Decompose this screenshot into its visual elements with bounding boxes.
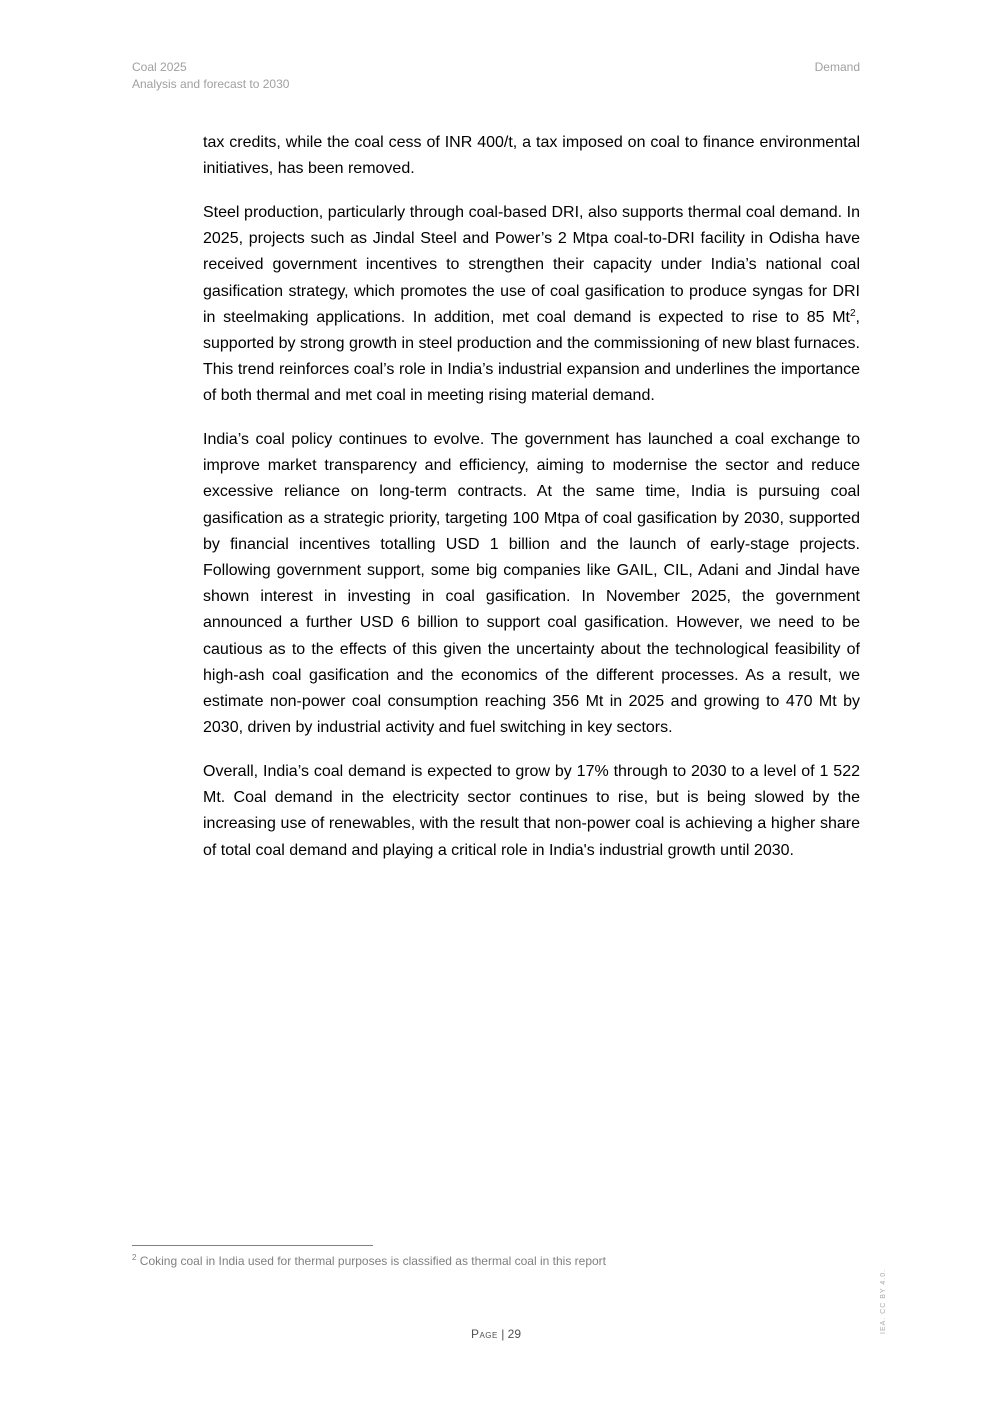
- paragraph-text: Steel production, particularly through coal-based DRI, also supports thermal coal demand. In 2025, projects such as Jindal Steel and Power’s 2 Mtpa coal-to-DRI facility in Odisha have received government incentives to strengthen their capacity under India’s national coal gasification strategy, which promotes the use of coal gasification to produce syngas for DRI in steelmaking applications. In addition, met coal demand is expected to rise to 85 Mt: [203, 203, 860, 326]
- paragraph: tax credits, while the coal cess of INR 400/t, a tax imposed on coal to finance environmental initiatives, has been removed.: [203, 134, 860, 178]
- footnote-number: 2: [132, 1253, 137, 1262]
- paragraph-text: , supported by strong growth in steel production and the commissioning of new blast furnaces. This trend reinforces coal’s role in India’s industrial expansion and underlines the importance of both thermal and met coal in meeting rising material demand.: [203, 308, 860, 405]
- section-title: Demand: [814, 60, 860, 74]
- footnote: [132, 1253, 606, 1269]
- footnote-reference[interactable]: 2: [849, 307, 856, 319]
- page-label: Page: [470, 1327, 498, 1341]
- report-subtitle: Analysis and forecast to 2030: [132, 77, 290, 91]
- license-notice: IEA. CC BY 4.0.: [880, 1268, 887, 1334]
- body-text: [203, 130, 860, 881]
- report-title: Coal 2025: [132, 60, 187, 74]
- page-footer: [0, 1326, 992, 1342]
- footnote-divider: [132, 1245, 373, 1246]
- paragraph: [203, 200, 860, 410]
- page-number: 29: [507, 1327, 522, 1341]
- document-header: [132, 59, 289, 93]
- paragraph: Overall, India’s coal demand is expected to grow by 17% through to 2030 to a level of 1 522 Mt. Coal demand in the electricity sector continues to rise, but is being slowed by the increasing use of renewables, with the result that non-power coal is achieving a higher share of total coal demand and playing a critical role in India's industrial growth until 2030.: [203, 762, 860, 859]
- paragraph: India’s coal policy continues to evolve. The government has launched a coal exchange to improve market transparency and efficiency, aiming to modernise the sector and reduce excessive reliance on long-term contracts. At the same time, India is pursuing coal gasification as a strategic priority, targeting 100 Mtpa of coal gasification by 2030, supported by financial incentives totalling USD 1 billion and the launch of early-stage projects. Following government support, some big companies like GAIL, CIL, Adani and Jindal have shown interest in investing in coal gasification. In November 2025, the government announced a further USD 6 billion to support coal gasification. However, we need to be cautious as to the effects of this given the uncertainty about the technological feasibility of high-ash coal gasification and the economics of the different processes. As a result, we estimate non-power coal consumption reaching 356 Mt in 2025 and growing to 470 Mt by 2030, driven by industrial activity and fuel switching in key sectors.: [203, 431, 860, 737]
- footnote-text: Coking coal in India used for thermal purposes is classified as thermal coal in this report: [136, 1254, 607, 1268]
- page-separator: |: [497, 1327, 508, 1341]
